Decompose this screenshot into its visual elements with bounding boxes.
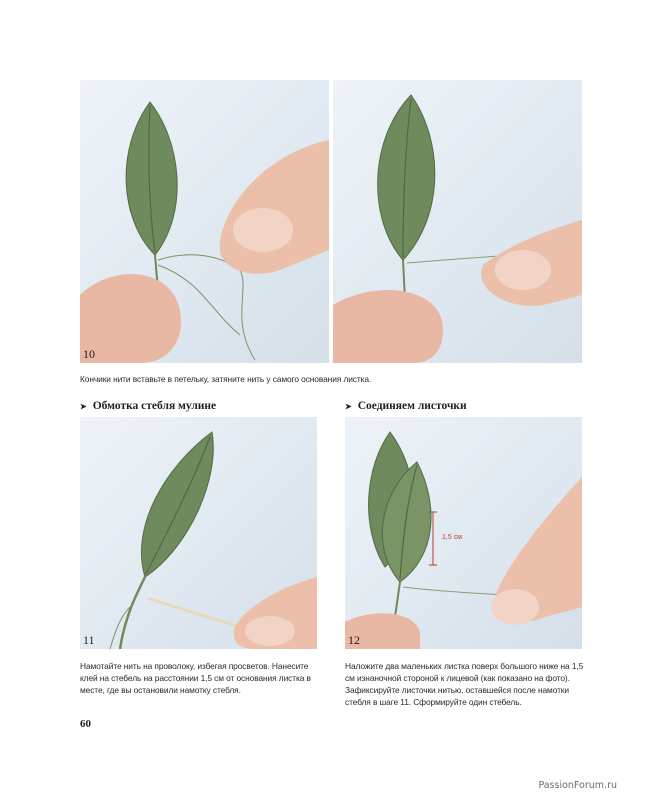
step-number: 12 [348, 633, 360, 647]
section-title: Соединяем листочки [357, 400, 467, 412]
two-leaves-hand-illustration [345, 417, 582, 649]
step-11-photo [80, 417, 317, 649]
step-11-caption: Намотайте нить на проволоку, избегая просветов. Нанесите клей на стебель на расстоянии 1,5 см от основания листка в месте, где вы остановили намотку стебля. [80, 661, 311, 695]
top-caption: Кончики нити вставьте в петельку, затяните нить у самого основания листка. [80, 374, 372, 384]
bullet-arrow-icon: ➤ [345, 401, 352, 411]
leaf-hand-illustration [80, 80, 329, 363]
section-heading-stem [80, 400, 216, 412]
step-12-caption: Наложите два маленьких листка поверх большого ниже на 1,5 см изнаночной стороной к лицевой (как показано на фото). Зафиксируйте листочки нитью, оставшейся после намотки стебля в шаге 11. Сформируйте один стебель. [345, 661, 584, 707]
page-number: 60 [80, 718, 91, 730]
step-10-photo-right [333, 80, 582, 363]
leaf-hand-illustration [333, 80, 582, 363]
watermark: PassionForum.ru [538, 780, 617, 791]
leaf-toothpick-illustration [80, 417, 317, 649]
measure-label: 1,5 см [442, 534, 462, 541]
step-12-photo [345, 417, 582, 649]
section-title: Обмотка стебля мулине [92, 400, 217, 412]
step-10-photo-left [80, 80, 329, 363]
step-number: 10 [83, 347, 95, 361]
step-number: 11 [83, 633, 95, 647]
section-heading-join [345, 400, 467, 412]
bullet-arrow-icon: ➤ [80, 401, 87, 411]
